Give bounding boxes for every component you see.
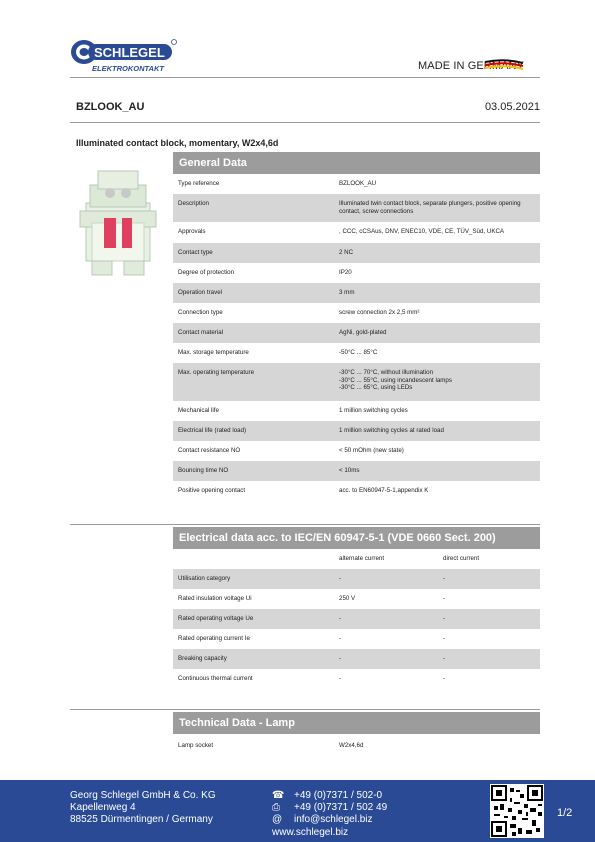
email-link[interactable]: info@schlegel.biz — [294, 814, 373, 826]
table-row — [173, 323, 540, 343]
table-row — [173, 649, 540, 669]
title-rule — [70, 122, 540, 123]
table-row — [173, 609, 540, 629]
row-value: < 50 mOhm (new state) — [339, 447, 404, 454]
table-row — [173, 481, 540, 501]
germany-flag-swoosh — [485, 58, 523, 72]
table-row — [173, 263, 540, 283]
company-street: Kapellenweg 4 — [70, 802, 136, 814]
row-label: Max. storage temperature — [178, 349, 249, 356]
table-row — [173, 363, 540, 401]
table-row — [173, 243, 540, 263]
table-row — [173, 736, 540, 756]
row-value-ac: - — [339, 635, 342, 642]
table-row — [173, 343, 540, 363]
row-value: 1 million switching cycles at rated load — [339, 427, 444, 434]
table-row — [173, 174, 540, 194]
row-label: Type reference — [178, 180, 220, 187]
company-city: 88525 Dürmentingen / Germany — [70, 814, 213, 826]
table-row — [173, 283, 540, 303]
table-row — [173, 194, 540, 222]
row-value: acc. to EN60947-5-1,appendix K — [339, 487, 429, 494]
row-label: Contact material — [178, 329, 224, 336]
phone-number[interactable]: +49 (0)7371 / 502-0 — [294, 790, 383, 801]
table-row — [173, 303, 540, 323]
header-rule — [70, 77, 540, 78]
row-value: , CCC, cCSAus, DNV, ENEC10, VDE, CE, TÜV_Süd, UKCA — [339, 228, 505, 235]
row-value-dc: - — [443, 655, 446, 662]
row-label: Rated operating current Ie — [178, 635, 250, 642]
phone-icon: ☎ — [272, 790, 285, 801]
product-image — [78, 163, 158, 278]
general-data-table — [173, 174, 540, 501]
made-in-germany: MADE IN GERMANY — [418, 60, 525, 72]
section-rule — [70, 709, 540, 710]
table-row — [173, 421, 540, 441]
fax-number: +49 (0)7371 / 502 49 — [294, 802, 388, 814]
row-value-ac: - — [339, 615, 342, 622]
row-value: -50°C ... 85°C — [339, 349, 378, 356]
qr-code — [490, 784, 544, 838]
doc-date: 03.05.2021 — [484, 101, 540, 113]
electrical-header-row — [173, 549, 540, 569]
row-label: Breaking capacity — [178, 655, 227, 662]
company-name: Georg Schlegel GmbH & Co. KG — [70, 790, 216, 801]
row-label: Rated insulation voltage Ui — [178, 595, 252, 602]
electrical-data-table — [173, 569, 540, 689]
doc-name: BZLOOK_AU — [76, 101, 145, 113]
row-value: screw connection 2x 2,5 mm² — [339, 309, 420, 316]
section-rule — [70, 524, 540, 525]
row-value-ac: - — [339, 655, 342, 662]
row-label: Description — [178, 200, 209, 207]
row-value-ac: - — [339, 575, 342, 582]
web-link[interactable]: www.schlegel.biz — [272, 826, 349, 838]
row-label: Lamp socket — [178, 742, 214, 749]
row-value-dc: - — [443, 615, 446, 622]
lamp-data-table — [173, 736, 540, 756]
svg-text:ELEKTROKONTAKT: ELEKTROKONTAKT — [92, 64, 164, 73]
row-label: Connection type — [178, 309, 223, 316]
fax-icon: ⎙ — [272, 802, 280, 814]
row-label: Continuous thermal current — [178, 675, 253, 682]
row-label: Approvals — [178, 228, 206, 235]
row-value: 1 million switching cycles — [339, 407, 408, 414]
row-label: Operation travel — [178, 289, 223, 296]
table-row — [173, 589, 540, 609]
row-value: Illuminated twin contact block, separate plungers, positive opening contact, screw connections — [339, 200, 521, 215]
row-label: Degree of protection — [178, 269, 235, 276]
product-subtitle: Illuminated contact block, momentary, W2x4,6d — [76, 138, 279, 148]
row-value: -30°C ... 70°C, without illumination -30°C ... 55°C, using incandescent lamps -30°C ... 65°C, using LEDs — [339, 369, 452, 392]
page-number: 1/2 — [557, 807, 573, 819]
row-label: Positive opening contact — [178, 487, 246, 494]
table-row — [173, 669, 540, 689]
row-label: Max. operating temperature — [178, 369, 255, 376]
row-value: IP20 — [339, 269, 352, 276]
col-direct-current: direct current — [443, 555, 480, 562]
table-row — [173, 461, 540, 481]
row-label: Contact resistance NO — [178, 447, 241, 454]
col-alternate-current: alternate current — [339, 555, 385, 562]
section-technical-lamp: Technical Data - Lamp — [173, 712, 540, 734]
row-value-ac: 250 V — [339, 595, 356, 602]
svg-text:SCHLEGEL: SCHLEGEL — [94, 45, 165, 60]
row-label: Rated operating voltage Ue — [178, 615, 254, 622]
footer-address — [70, 790, 216, 827]
row-label: Mechanical life — [178, 407, 219, 414]
row-value: 3 mm — [339, 289, 355, 296]
row-value: < 10ms — [339, 467, 360, 474]
row-label: Bouncing time NO — [178, 467, 229, 474]
row-value-dc: - — [443, 595, 446, 602]
row-value: W2x4,6d — [339, 742, 364, 749]
table-row — [173, 441, 540, 461]
footer-contact — [272, 790, 387, 839]
row-value: AgNi, gold-plated — [339, 329, 387, 336]
row-value: BZLOOK_AU — [339, 180, 377, 187]
row-value-dc: - — [443, 675, 446, 682]
row-label: Contact type — [178, 249, 213, 256]
section-electrical-data: Electrical data acc. to IEC/EN 60947-5-1 (VDE 0660 Sect. 200) — [173, 527, 540, 549]
table-row — [173, 401, 540, 421]
row-value-dc: - — [443, 635, 446, 642]
table-row — [173, 569, 540, 589]
row-value-ac: - — [339, 675, 342, 682]
row-value-dc: - — [443, 575, 446, 582]
row-label: Electrical life (rated load) — [178, 427, 247, 434]
table-row — [173, 222, 540, 243]
schlegel-logo — [70, 38, 180, 74]
row-label: Utilisation category — [178, 575, 231, 582]
row-value: 2 NC — [339, 249, 354, 256]
section-general-data: General Data — [173, 152, 540, 174]
email-icon: @ — [272, 814, 283, 826]
table-row — [173, 629, 540, 649]
